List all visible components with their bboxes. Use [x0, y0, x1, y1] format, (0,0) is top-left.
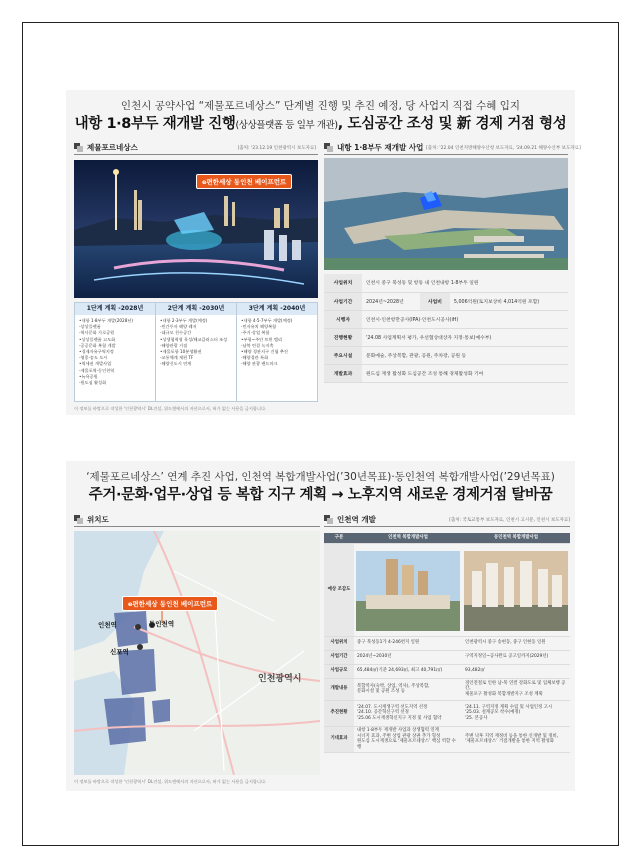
right-section-title	[324, 142, 423, 153]
map-label-dongincheon-station: 동인천역	[149, 620, 175, 628]
header-cell: 동인천역 복합개발사업	[462, 533, 570, 543]
section2-headline: 주거·문화·업무·상업 등 복합 지구 계획 → 노후지역 새로운 경제거점 탈바꿈	[88, 487, 553, 503]
info-key: 진행현황	[324, 328, 362, 346]
header-cell: 인천역 복합개발사업	[354, 533, 462, 543]
cell-dongincheon: 경인전철로 인한 남-북 연결 강화도로 및 입체보행 공간, 제물포구 활성화 복합개발지구 조성 계획	[462, 678, 570, 700]
row-key: 사업규모	[324, 664, 354, 678]
cell-incheon: 2024년~2030년	[354, 650, 462, 664]
project-info-table	[324, 274, 568, 383]
info-row	[324, 328, 568, 346]
info-value: 2024년~2028년	[362, 292, 420, 310]
table-row	[324, 700, 570, 726]
row-key: 추진현황	[324, 700, 354, 726]
left-title-text: 제물포르네상스	[87, 143, 138, 152]
headline-tail: , 도심공간 조성 및 新 경제 거점 형성	[337, 116, 567, 132]
table-row	[324, 726, 570, 752]
info-key: 시행자	[324, 310, 362, 328]
section-icon	[74, 143, 83, 152]
incheon-station-rendering	[354, 543, 462, 636]
inner-port-aerial-image	[324, 158, 568, 270]
info-value: 인천시 중구 북성동 및 항동 내 인천내항 1·8부두 일원	[362, 274, 568, 292]
cell-incheon: 중구 북성동1가 4-246번지 일원	[354, 636, 462, 650]
cell-dongincheon: 93,482㎡	[462, 664, 570, 678]
phase-3-box	[236, 302, 318, 402]
phase-1-body: •내항 1·8부두 개발(2028년) -상상플랫폼 -역사문화 가로공원 •상상플랫폼 고도화 -공공문화 복합 개발 •경제자유구역지정 -영종·송도 도시 •역세권 개발사업 -제물포역·동인천역 •뉴욕공원 -원도심 활성화	[79, 318, 134, 386]
row-key: 개발내용	[324, 678, 354, 700]
table-row	[324, 678, 570, 700]
left-source: [출처: '23.12.19 인천광역시 보도자료]	[237, 146, 316, 151]
table-header-row	[324, 533, 570, 543]
info-key: 주요시설	[324, 346, 362, 364]
info-row	[324, 310, 568, 328]
section1-subtitle: 인천시 공약사업 “제물포르네상스” 단계별 진행 및 추진 예정, 당 사업지 직접 수혜 입지	[120, 100, 521, 112]
info-row	[324, 292, 568, 310]
row-key: 사업기간	[324, 650, 354, 664]
cell-incheon: 복합역사(숙박, 상업, 역사), 주상복합, 문화시설 및 공원 조성 등	[354, 678, 462, 700]
info-row	[324, 274, 568, 292]
right-title-text: 내항 1·8부두 재개발 사업	[337, 143, 424, 152]
phase-2-body: •내항 2·3부두 개발(예정) -민간투자 해양 레저 -대규모 친수공간 •상생협력형 육성/해교클러스터 조성 -해양관광 거점 •제물포항 10분생활권 -교통체계 재편 TF -해양신도시 연계	[160, 318, 228, 367]
info-value: 원도심 재생 활성화 도심공간 조성 통해 경제활성화 기여	[362, 364, 568, 382]
cell-dongincheon: 주변 낙후 지역 재정비 등을 통한 신개발 및 정비, ‘제물포르네상스’ 거점개발을 통한 지역 활성화	[462, 726, 570, 752]
info-row	[324, 346, 568, 364]
section2-footnote: 이 정보를 바탕으로 작성한 '인천광역시' DL건설, 위드앤에서의 자산으로서, 허가 없는 사용을 금지합니다.	[74, 779, 267, 784]
info-key: 사업위치	[324, 274, 362, 292]
left-section-title	[74, 142, 138, 153]
headline-small: (상상플랫폼 등 일부 개관)	[235, 120, 338, 131]
section-jemulpo-renaissance	[66, 90, 581, 415]
cell-dongincheon: 인천광역시 중구 송현동, 중구 인현동 일원	[462, 636, 570, 650]
info-key: 사업비	[420, 292, 450, 310]
site-badge: e편한세상 동인천 베이프런트	[196, 174, 292, 189]
section-icon	[74, 515, 83, 524]
divider	[324, 526, 570, 527]
headline-main: 내항 1·8부두 재개발 진행	[74, 116, 236, 132]
header-cell: 구분	[324, 533, 354, 543]
station-development-table	[324, 533, 570, 753]
section-icon	[324, 143, 333, 152]
cell-dongincheon: '24.11. 구역지정 계획 수립 및 사업인정 고시 '25.03. 설계공모 착수(예정) '25. 본공사	[462, 700, 570, 726]
table-row	[324, 664, 570, 678]
left-title-text: 위치도	[87, 515, 109, 524]
cell-incheon: '24.07. 도시재생구역 선도지역 선정 '24.10. 공간혁신구역 선정 '25.06 도시재생혁신지구 지정 및 사업 협약	[354, 700, 462, 726]
info-row	[324, 364, 568, 382]
phase-2-box	[155, 302, 237, 402]
station-dev-title	[324, 514, 376, 525]
right-source: [출처: '22.04 인천지방해양수산청 보도자료, '24.09.21 해양수산부 보도자료]	[426, 146, 581, 151]
location-map-title	[74, 514, 109, 525]
cell-dongincheon: 구역지정일~공사완료 공고일까지(2029년)	[462, 650, 570, 664]
row-key: 예상 조감도	[324, 543, 354, 636]
cell-incheon: 내항 1·8부두 재개발 사업과 상생협력 연계 시너지 효과, 주변 상업 관광 상권 추가 형성 원도심 도시재생으로 ‘제물포르네상스’ 핵심 역할 수행	[354, 726, 462, 752]
phase-3-body: •내항 4·5·7부두 개발(예정) -민자유치 해양복합 -주거·상업 복합 •부평~주안 트윈 밸리 -남북 연결 녹지축 •해양 경관지구 건립 추진 -해양경관 특화 -해양 관광 랜드마크	[241, 318, 293, 367]
table-row	[324, 636, 570, 650]
section-icon	[324, 515, 333, 524]
right-title-text: 인천역 개발	[337, 515, 376, 524]
map-label-incheon-station: 인천역	[98, 621, 117, 629]
map-label-sinpo-station: 신포역	[110, 648, 129, 656]
info-value: 문화예술, 주상복합, 관광, 공원, 주차장, 공원 등	[362, 346, 568, 364]
row-key: 사업위치	[324, 636, 354, 650]
divider	[324, 154, 568, 155]
section2-subtitle: ‘제물포르네상스’ 연계 추진 사업, 인천역 복합개발사업(’30년목표)·동인천역 복합개발사업(’29년목표)	[86, 471, 555, 483]
section-station-development	[66, 461, 575, 791]
divider	[74, 154, 318, 155]
divider	[74, 526, 320, 527]
section1-footnote: 이 정보를 바탕으로 작성한 '인천광역시' DL건설, 위드앤에서의 자산으로서, 허가 없는 사용을 금지합니다.	[74, 406, 267, 411]
table-row	[324, 650, 570, 664]
phase-1-box	[74, 302, 156, 402]
map-label-city: 인천광역시	[258, 674, 302, 684]
cell-incheon: 65,484㎡(기준 24,693㎡, 최고 40,791㎡)	[354, 664, 462, 678]
right-source: [출처: 국토교통부 보도자료, 인천시 고시문, 인천시 보도자료]	[449, 518, 570, 523]
info-key: 개발효과	[324, 364, 362, 382]
section1-headline	[66, 112, 575, 133]
info-value: 인천시·인천항만공사(IPA)·인천도시공사(iH)	[362, 310, 568, 328]
phase-3-title: 3단계 계획 -2040년	[237, 303, 317, 315]
info-value: '24.08 사업계획서 평가, 우선협상대상자 지정·통보(예수부)	[362, 328, 568, 346]
info-value: 5,006억원(토지보상비 4,014억원 포함)	[450, 292, 568, 310]
table-row	[324, 543, 570, 636]
phase-2-title: 2단계 계획 -2030년	[156, 303, 236, 315]
info-key: 사업기간	[324, 292, 362, 310]
dongincheon-station-rendering	[462, 543, 570, 636]
site-badge: e편한세상 동인천 베이프런트	[122, 596, 218, 611]
phase-1-title: 1단계 계획 -2028년	[75, 303, 155, 315]
row-key: 기대효과	[324, 726, 354, 752]
